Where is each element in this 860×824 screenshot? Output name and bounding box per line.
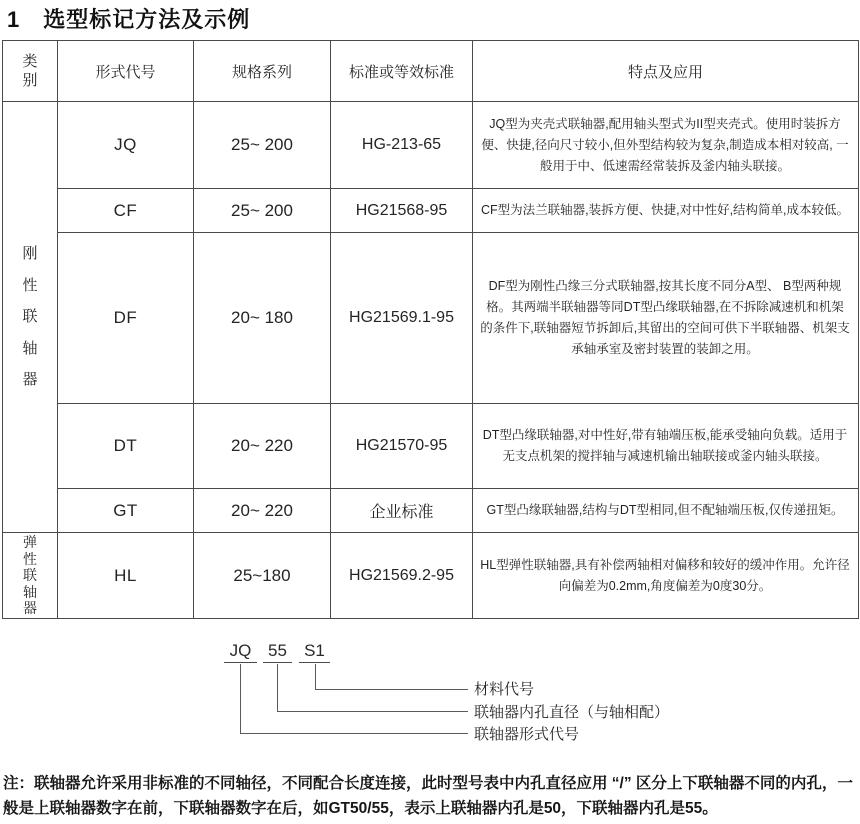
code-cell: DF [58,233,194,404]
example-bore-part: 55 [263,641,292,663]
standard-cell: HG21570-95 [331,404,473,489]
desc-cell: JQ型为夹壳式联轴器,配用轴头型式为II型夹壳式。使用时装拆方便、快捷,径向尺寸较小,但外型结构较为复杂,制造成本相对较高, 一般用于中、低速需经常装拆及釜内轴头联接。 [473,102,859,189]
standard-cell: HG21569.1-95 [331,233,473,404]
desc-cell: GT型凸缘联轴器,结构与DT型相同,但不配轴端压板,仅传递扭矩。 [473,489,859,533]
series-cell: 25~ 200 [194,189,331,233]
table-row [3,489,859,533]
header-category-label: 类别 [22,52,38,89]
coupling-spec-table [2,40,859,619]
series-cell: 20~ 220 [194,489,331,533]
example-code-part: JQ [224,641,257,663]
code-cell: JQ [58,102,194,189]
footnote: 注：联轴器允许采用非标准的不同轴径，不同配合长度连接，此时型号表中内孔直径应用 “/” 区分上下联轴器不同的内孔，一般是上联轴器数字在前，下联轴器数字在后，如GT50/55，表示上联轴器内孔是50，下联轴器内孔是55。 [3,775,853,817]
category-cell-elastic [3,533,58,619]
series-cell: 25~180 [194,533,331,619]
header-category [3,41,58,102]
desc-cell: DF型为刚性凸缘三分式联轴器,按其长度不同分A型、 B型两种规格。其两端半联轴器等同DT型凸缘联轴器,在不拆除减速机和机架的条件下,联轴器短节拆卸后,其留出的空间可供下半联轴器、机架支承轴承室及密封装置的装卸之用。 [473,233,859,404]
standard-cell: 企业标准 [331,489,473,533]
desc-cell: HL型弹性联轴器,具有补偿两轴相对偏移和较好的缓冲作用。允许径向偏差为0.2mm,角度偏差为0度30分。 [473,533,859,619]
example-label-material: 材料代号 [474,681,535,698]
table-row [3,533,859,619]
standard-cell: HG21569.2-95 [331,533,473,619]
category-label-rigid: 刚性联轴器 [22,245,38,389]
series-cell: 20~ 180 [194,233,331,404]
table-row [3,102,859,189]
standard-cell: HG-213-65 [331,102,473,189]
header-series: 规格系列 [194,41,331,102]
code-cell: GT [58,489,194,533]
table-header-row [3,41,859,102]
code-cell: CF [58,189,194,233]
header-standard: 标准或等效标准 [331,41,473,102]
category-label-elastic: 弹性联轴器 [22,534,37,617]
table-row [3,233,859,404]
example-label-bore: 联轴器内孔直径（与轴相配） [474,704,670,721]
table-row [3,189,859,233]
table-row [3,404,859,489]
series-cell: 25~ 200 [194,102,331,189]
desc-cell: DT型凸缘联轴器,对中性好,带有轴端压板,能承受轴向负载。适用于无支点机架的搅拌轴与减速机输出轴联接或釜内轴头联接。 [473,404,859,489]
example-label-code: 联轴器形式代号 [474,726,580,743]
category-cell-rigid [3,102,58,533]
header-features: 特点及应用 [473,41,859,102]
code-cell: DT [58,404,194,489]
standard-cell: HG21568-95 [331,189,473,233]
desc-cell: CF型为法兰联轴器,装拆方便、快捷,对中性好,结构简单,成本较低。 [473,189,859,233]
code-cell: HL [58,533,194,619]
example-material-part: S1 [299,641,330,663]
series-cell: 20~ 220 [194,404,331,489]
header-code: 形式代号 [58,41,194,102]
page-title: 1 选型标记方法及示例 [7,7,251,32]
connector-line-code [240,664,468,734]
